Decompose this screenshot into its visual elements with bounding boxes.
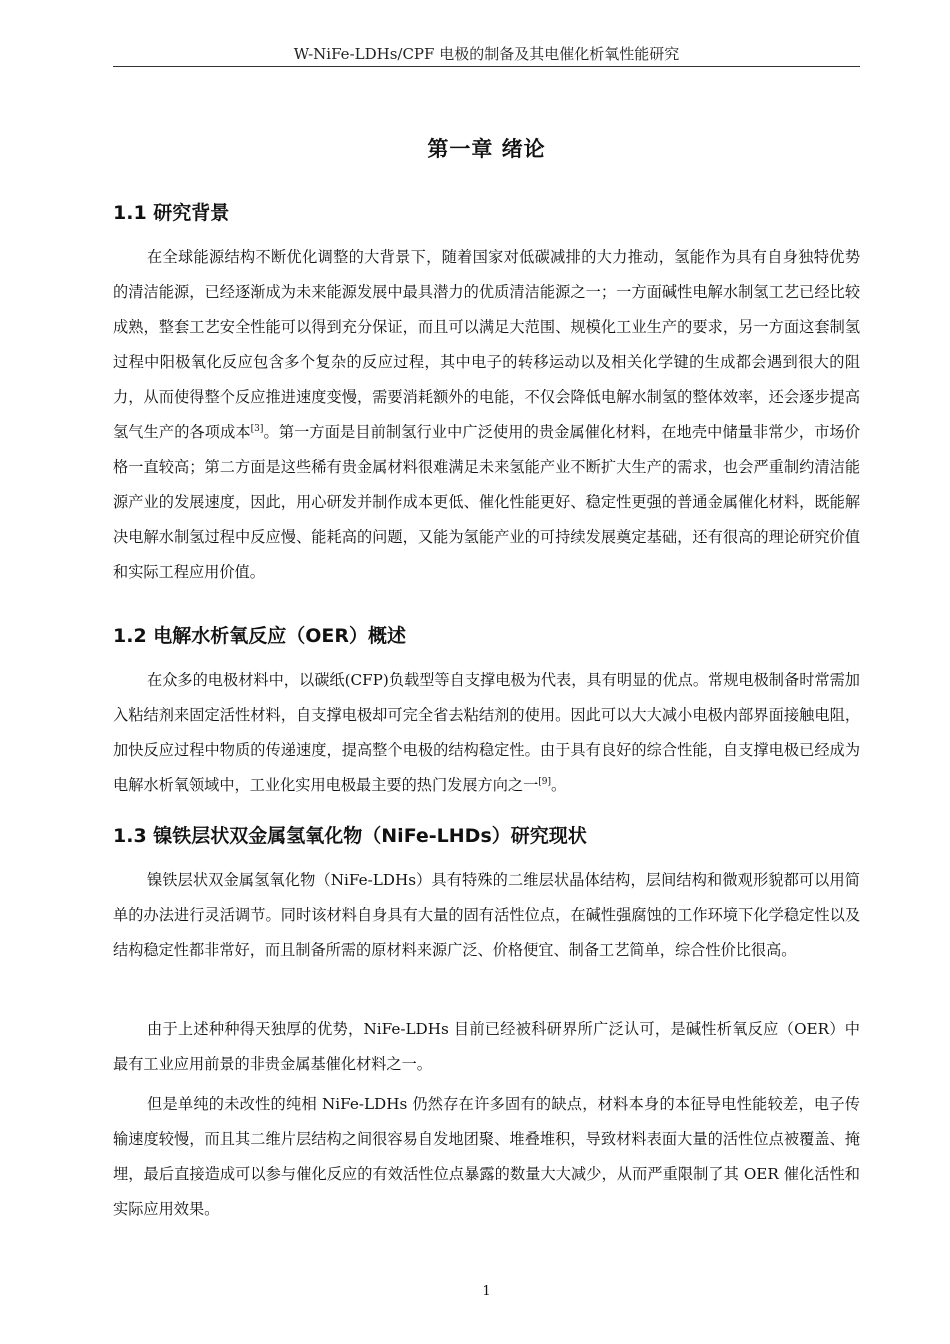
paragraph xyxy=(113,1012,860,1082)
paragraph xyxy=(113,663,860,803)
paragraph-text: 由于上述种种得天独厚的优势，NiFe-LDHs 目前已经被科研界所广泛认可，是碱性析氧反应（OER）中最有工业应用前景的非贵金属基催化材料之一。 xyxy=(113,1020,860,1073)
paragraph-text: 。第一方面是目前制氢行业中广泛使用的贵金属催化材料，在地壳中储量非常少，市场价格一直较高；第二方面是这些稀有贵金属材料很难满足未来氢能产业不断扩大生产的需求，也会严重制约清洁能源产业的发展速度，因此，用心研发并制作成本更低、催化性能更好、稳定性更强的普通金属催化材料，既能解决电解水制氢过程中反应慢、能耗高的问题，又能为氢能产业的可持续发展奠定基础，还有很高的理论研究价值和实际工程应用价值。 xyxy=(113,423,860,581)
running-header: W-NiFe-LDHs/CPF 电极的制备及其电催化析氧性能研究 xyxy=(293,45,680,63)
paragraph-text: 但是单纯的未改性的纯相 NiFe-LDHs 仍然存在许多固有的缺点，材料本身的本征导电性能较差，电子传输速度较慢，而且其二维片层结构之间很容易自发地团聚、堆叠堆积，导致材料表面大量的活性位点被覆盖、掩埋，最后直接造成可以参与催化反应的有效活性位点暴露的数量大大减少，从而严重限制了其 OER 催化活性和实际应用效果。 xyxy=(113,1095,860,1218)
section-heading-1-3: 1.3 镍铁层状双金属氢氧化物（NiFe-LHDs）研究现状 xyxy=(113,825,587,847)
paragraph-text: 镍铁层状双金属氢氧化物（NiFe-LDHs）具有特殊的二维层状晶体结构，层间结构和微观形貌都可以用简单的办法进行灵活调节。同时该材料自身具有大量的固有活性位点，在碱性强腐蚀的工作环境下化学稳定性以及结构稳定性都非常好，而且制备所需的原材料来源广泛、价格便宜、制备工艺简单，综合性价比很高。 xyxy=(113,871,860,959)
header-rule xyxy=(113,66,860,67)
paragraph-text: 在全球能源结构不断优化调整的大背景下，随着国家对低碳减排的大力推动，氢能作为具有自身独特优势的清洁能源，已经逐渐成为未来能源发展中最具潜力的优质清洁能源之一；一方面碱性电解水制氢工艺已经比较成熟，整套工艺安全性能可以得到充分保证，而且可以满足大范围、规模化工业生产的要求，另一方面这套制氢过程中阳极氧化反应包含多个复杂的反应过程，其中电子的转移运动以及相关化学键的生成都会遇到很大的阻力，从而使得整个反应推进速度变慢，需要消耗额外的电能，不仅会降低电解水制氢的整体效率，还会逐步提高氢气生产的各项成本 xyxy=(113,248,860,441)
section-heading-1-2: 1.2 电解水析氧反应（OER）概述 xyxy=(113,625,407,647)
citation: [3] xyxy=(250,424,264,434)
citation: [9] xyxy=(538,777,551,787)
paragraph xyxy=(113,240,860,590)
paragraph xyxy=(113,1087,860,1227)
section-heading-1-1: 1.1 研究背景 xyxy=(113,202,230,224)
paragraph-text: 在众多的电极材料中，以碳纸(CFP)负载型等自支撑电极为代表，具有明显的优点。常规电极制备时常需加入粘结剂来固定活性材料，自支撑电极却可完全省去粘结剂的使用。因此可以大大减小电极内部界面接触电阻，加快反应过程中物质的传递速度，提高整个电极的结构稳定性。由于具有良好的综合性能，自支撑电极已经成为电解水析氧领域中，工业化实用电极最主要的热门发展方向之一 xyxy=(113,671,860,794)
paragraph-text: 。 xyxy=(551,776,567,794)
paragraph xyxy=(113,863,860,968)
chapter-title: 第一章 绪论 xyxy=(427,137,546,161)
page-number: 1 xyxy=(482,1284,491,1299)
